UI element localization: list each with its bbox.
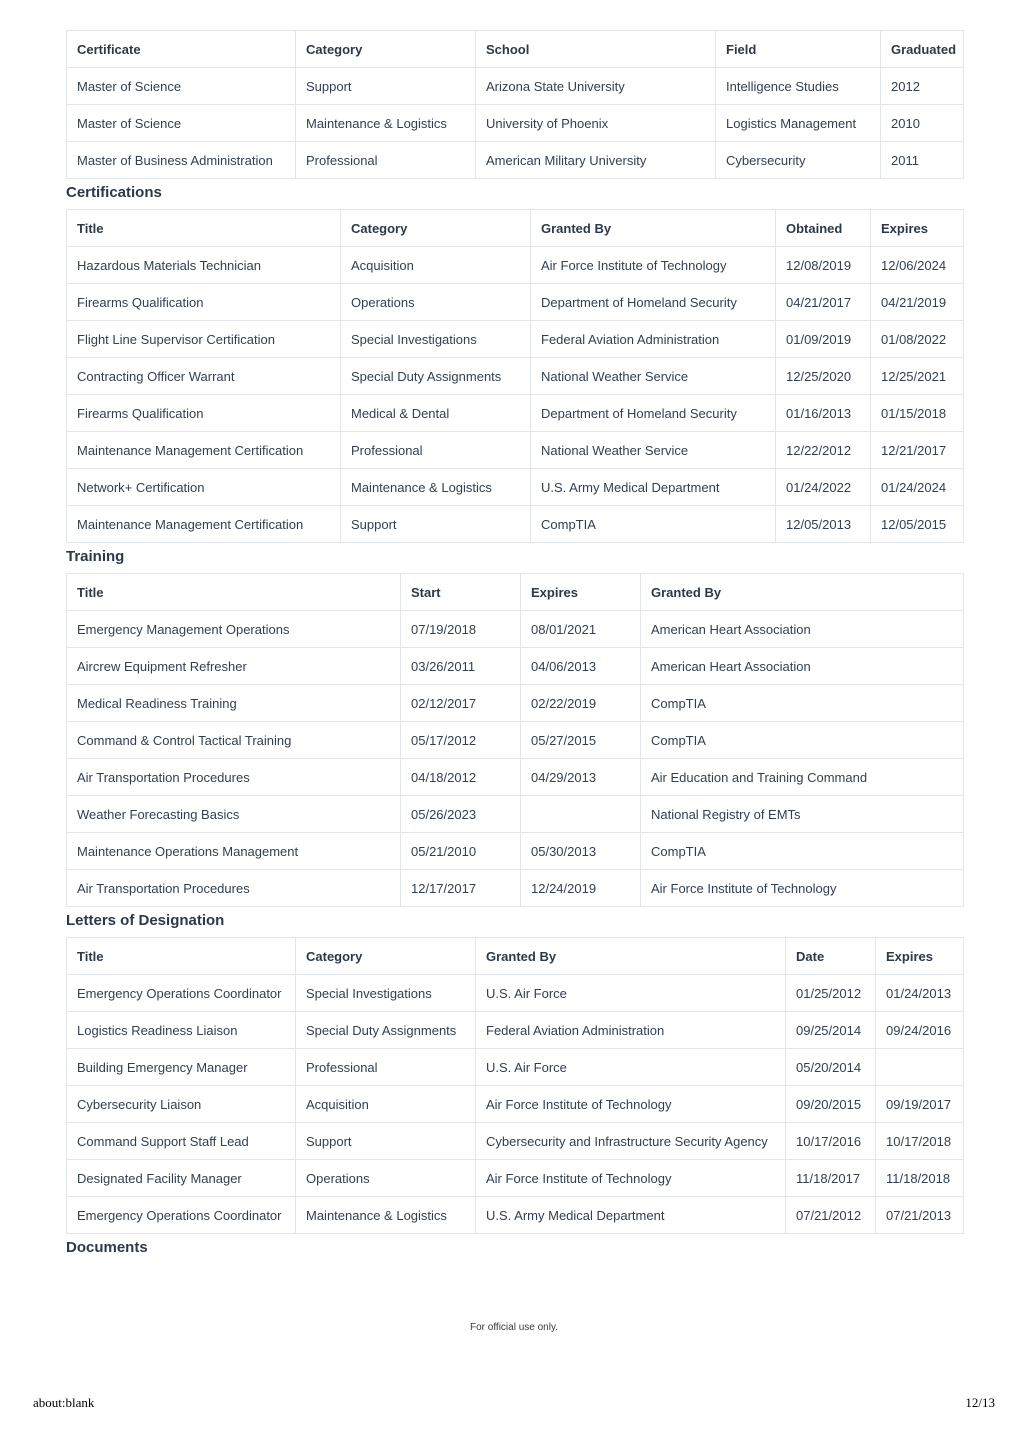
table-row (67, 685, 964, 722)
column-header: Granted By (531, 210, 776, 247)
column-header: Date (786, 938, 876, 975)
table-header-row (67, 574, 964, 611)
table-row (67, 975, 964, 1012)
table-row (67, 469, 964, 506)
table-cell: Acquisition (296, 1086, 476, 1123)
table-cell: 04/18/2012 (401, 759, 521, 796)
expires-date-cell: 07/21/2013 (876, 1197, 964, 1234)
table-row (67, 247, 964, 284)
table-row (67, 611, 964, 648)
documents-heading: Documents (66, 1239, 148, 1256)
print-footer (33, 1395, 995, 1411)
table-row (67, 358, 964, 395)
table-row (67, 1012, 964, 1049)
expires-date-cell: 11/18/2018 (876, 1160, 964, 1197)
table-cell: Master of Business Administration (67, 142, 296, 179)
table-row (67, 105, 964, 142)
column-header: Granted By (641, 574, 964, 611)
table-cell: Federal Aviation Administration (531, 321, 776, 358)
table-cell: American Heart Association (641, 611, 964, 648)
column-header: Field (716, 31, 881, 68)
table-cell: Firearms Qualification (67, 395, 341, 432)
table-cell: 09/20/2015 (786, 1086, 876, 1123)
table-cell: Contracting Officer Warrant (67, 358, 341, 395)
certifications-table (66, 209, 964, 543)
table-cell: 07/19/2018 (401, 611, 521, 648)
table-row (67, 506, 964, 543)
expires-date-cell: 01/15/2018 (871, 395, 964, 432)
expires-date-cell: 12/25/2021 (871, 358, 964, 395)
table-cell: National Weather Service (531, 358, 776, 395)
table-cell: Firearms Qualification (67, 284, 341, 321)
expires-date-cell: 04/06/2013 (521, 648, 641, 685)
table-row (67, 722, 964, 759)
table-row (67, 796, 964, 833)
table-cell: Emergency Management Operations (67, 611, 401, 648)
expires-date-cell: 12/06/2024 (871, 247, 964, 284)
table-row (67, 759, 964, 796)
table-cell: 03/26/2011 (401, 648, 521, 685)
expires-date-cell: 01/08/2022 (871, 321, 964, 358)
table-cell: 01/25/2012 (786, 975, 876, 1012)
table-cell: Maintenance & Logistics (341, 469, 531, 506)
table-cell: Flight Line Supervisor Certification (67, 321, 341, 358)
expires-date-cell: 12/24/2019 (521, 870, 641, 907)
footer-url: about:blank (33, 1395, 95, 1410)
column-header: Expires (871, 210, 964, 247)
table-cell: 05/26/2023 (401, 796, 521, 833)
column-header: Title (67, 938, 296, 975)
table-cell: Support (296, 1123, 476, 1160)
footer-page-number: 12/13 (965, 1395, 995, 1410)
table-header-row (67, 31, 964, 68)
table-header-row (67, 210, 964, 247)
table-row (67, 1086, 964, 1123)
table-row (67, 1123, 964, 1160)
column-header: Category (341, 210, 531, 247)
training-heading: Training (66, 548, 125, 565)
table-cell: 11/18/2017 (786, 1160, 876, 1197)
table-cell: Federal Aviation Administration (476, 1012, 786, 1049)
table-cell: Cybersecurity (716, 142, 881, 179)
table-cell: Air Force Institute of Technology (476, 1160, 786, 1197)
column-header: Category (296, 938, 476, 975)
table-cell: Logistics Readiness Liaison (67, 1012, 296, 1049)
table-cell: 05/17/2012 (401, 722, 521, 759)
table-cell: U.S. Army Medical Department (476, 1197, 786, 1234)
table-header-row (67, 938, 964, 975)
table-cell: Air Force Institute of Technology (641, 870, 964, 907)
expires-date-cell: 01/24/2024 (871, 469, 964, 506)
table-cell: Designated Facility Manager (67, 1160, 296, 1197)
table-cell: National Registry of EMTs (641, 796, 964, 833)
document-content (66, 30, 963, 1264)
table-cell: Network+ Certification (67, 469, 341, 506)
table-row (67, 833, 964, 870)
certifications-heading: Certifications (66, 184, 162, 201)
table-row (67, 68, 964, 105)
column-header: Start (401, 574, 521, 611)
table-cell: Department of Homeland Security (531, 395, 776, 432)
table-cell: Maintenance Management Certification (67, 506, 341, 543)
table-cell: Maintenance & Logistics (296, 105, 476, 142)
table-cell: U.S. Air Force (476, 1049, 786, 1086)
letters-of-designation-table (66, 937, 964, 1234)
table-cell: 2012 (881, 68, 964, 105)
expires-date-cell: 04/29/2013 (521, 759, 641, 796)
expires-date-cell: 09/19/2017 (876, 1086, 964, 1123)
table-cell: Air Force Institute of Technology (531, 247, 776, 284)
table-cell: 2011 (881, 142, 964, 179)
table-cell: 12/25/2020 (776, 358, 871, 395)
table-cell: Medical & Dental (341, 395, 531, 432)
table-cell: CompTIA (641, 722, 964, 759)
table-cell: American Military University (476, 142, 716, 179)
table-cell: 01/09/2019 (776, 321, 871, 358)
expires-date-cell: 09/24/2016 (876, 1012, 964, 1049)
table-cell: Air Transportation Procedures (67, 870, 401, 907)
table-cell: U.S. Army Medical Department (531, 469, 776, 506)
table-cell: Special Duty Assignments (341, 358, 531, 395)
table-cell: Operations (341, 284, 531, 321)
table-cell: Air Force Institute of Technology (476, 1086, 786, 1123)
expires-date-cell: 01/24/2013 (876, 975, 964, 1012)
table-cell: Logistics Management (716, 105, 881, 142)
table-cell: Master of Science (67, 68, 296, 105)
table-cell: Professional (341, 432, 531, 469)
table-cell: Air Education and Training Command (641, 759, 964, 796)
table-cell: 04/21/2017 (776, 284, 871, 321)
column-header: Graduated (881, 31, 964, 68)
table-cell: CompTIA (641, 833, 964, 870)
table-cell: Aircrew Equipment Refresher (67, 648, 401, 685)
table-row (67, 870, 964, 907)
expires-date-cell: 04/21/2019 (871, 284, 964, 321)
education-table (66, 30, 964, 179)
table-cell: 09/25/2014 (786, 1012, 876, 1049)
table-cell: Cybersecurity Liaison (67, 1086, 296, 1123)
letters-of-designation-heading: Letters of Designation (66, 912, 225, 929)
table-cell: Emergency Operations Coordinator (67, 975, 296, 1012)
table-cell: Special Investigations (296, 975, 476, 1012)
expires-date-cell: 02/22/2019 (521, 685, 641, 722)
table-cell: Maintenance Management Certification (67, 432, 341, 469)
table-cell: Hazardous Materials Technician (67, 247, 341, 284)
table-cell: U.S. Air Force (476, 975, 786, 1012)
table-cell: Cybersecurity and Infrastructure Security Agency (476, 1123, 786, 1160)
table-cell: Operations (296, 1160, 476, 1197)
expires-date-cell (521, 796, 641, 833)
table-row (67, 284, 964, 321)
official-use-note: For official use only. (469, 1322, 558, 1333)
table-cell: University of Phoenix (476, 105, 716, 142)
expires-date-cell: 10/17/2018 (876, 1123, 964, 1160)
table-cell: Maintenance & Logistics (296, 1197, 476, 1234)
column-header: Granted By (476, 938, 786, 975)
training-table (66, 573, 964, 907)
table-cell: Maintenance Operations Management (67, 833, 401, 870)
table-cell: 07/21/2012 (786, 1197, 876, 1234)
table-cell: 05/21/2010 (401, 833, 521, 870)
table-row (67, 1197, 964, 1234)
expires-date-cell: 12/05/2015 (871, 506, 964, 543)
table-cell: 01/24/2022 (776, 469, 871, 506)
table-cell: Special Duty Assignments (296, 1012, 476, 1049)
table-cell: 12/17/2017 (401, 870, 521, 907)
table-row (67, 648, 964, 685)
table-cell: Emergency Operations Coordinator (67, 1197, 296, 1234)
column-header: Expires (521, 574, 641, 611)
table-cell: Support (341, 506, 531, 543)
table-cell: 02/12/2017 (401, 685, 521, 722)
column-header: School (476, 31, 716, 68)
table-row (67, 142, 964, 179)
table-cell: Intelligence Studies (716, 68, 881, 105)
expires-date-cell: 12/21/2017 (871, 432, 964, 469)
table-row (67, 395, 964, 432)
table-cell: Support (296, 68, 476, 105)
column-header: Obtained (776, 210, 871, 247)
expires-date-cell: 05/27/2015 (521, 722, 641, 759)
expires-date-cell: 05/30/2013 (521, 833, 641, 870)
table-cell: Building Emergency Manager (67, 1049, 296, 1086)
table-row (67, 1160, 964, 1197)
table-cell: Department of Homeland Security (531, 284, 776, 321)
table-cell: Master of Science (67, 105, 296, 142)
column-header: Expires (876, 938, 964, 975)
table-cell: Professional (296, 1049, 476, 1086)
table-cell: 01/16/2013 (776, 395, 871, 432)
column-header: Title (67, 210, 341, 247)
expires-date-cell (876, 1049, 964, 1086)
table-cell: Arizona State University (476, 68, 716, 105)
column-header: Certificate (67, 31, 296, 68)
table-cell: Command Support Staff Lead (67, 1123, 296, 1160)
table-cell: Professional (296, 142, 476, 179)
table-cell: Medical Readiness Training (67, 685, 401, 722)
table-cell: Special Investigations (341, 321, 531, 358)
table-cell: 12/08/2019 (776, 247, 871, 284)
table-cell: CompTIA (641, 685, 964, 722)
column-header: Category (296, 31, 476, 68)
table-cell: Acquisition (341, 247, 531, 284)
table-cell: American Heart Association (641, 648, 964, 685)
table-row (67, 432, 964, 469)
table-cell: Air Transportation Procedures (67, 759, 401, 796)
table-row (67, 321, 964, 358)
table-cell: Command & Control Tactical Training (67, 722, 401, 759)
table-cell: Weather Forecasting Basics (67, 796, 401, 833)
column-header: Title (67, 574, 401, 611)
table-cell: 05/20/2014 (786, 1049, 876, 1086)
table-cell: 10/17/2016 (786, 1123, 876, 1160)
table-cell: National Weather Service (531, 432, 776, 469)
expires-date-cell: 08/01/2021 (521, 611, 641, 648)
table-cell: 12/22/2012 (776, 432, 871, 469)
table-cell: 2010 (881, 105, 964, 142)
table-row (67, 1049, 964, 1086)
table-cell: CompTIA (531, 506, 776, 543)
table-cell: 12/05/2013 (776, 506, 871, 543)
